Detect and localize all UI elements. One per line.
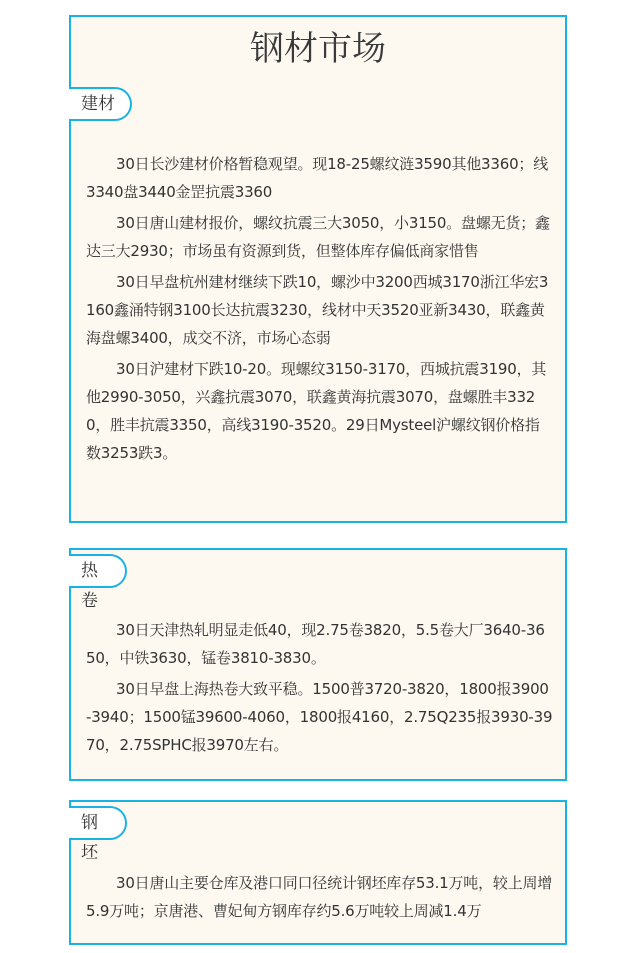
section-construction-steel (69, 15, 567, 523)
section-hot-rolled-coil (69, 548, 567, 781)
section-steel-billet (69, 800, 567, 945)
section-tab-construction-steel: 建材 (69, 87, 132, 121)
section-body (86, 150, 553, 470)
paragraph: 30日唐山主要仓库及港口同口径统计钢坯库存53.1万吨，较上周增5.9万吨；京唐港、曹妃甸方钢库存约5.6万吨较上周减1.4万 (86, 874, 553, 920)
paragraph: 30日唐山建材报价，螺纹抗震三大3050，小3150。盘螺无货；鑫达三大2930；市场虽有资源到货，但整体库存偏低商家惜售 (86, 214, 550, 260)
section-body (86, 616, 553, 762)
paragraph: 30日天津热轧明显走低40，现2.75卷3820，5.5卷大厂3640-3650，中铁3630，锰卷3810-3830。 (86, 621, 545, 667)
section-body (86, 869, 553, 928)
section-tab-steel-billet: 钢坯 (69, 806, 127, 840)
paragraph: 30日沪建材下跌10-20。现螺纹3150-3170，西城抗震3190，其他2990-3050，兴鑫抗震3070，联鑫黄海抗震3070，盘螺胜丰3320，胜丰抗震3350，高线3190-3520。29日Mysteel沪螺纹钢价格指数3253跌3。 (86, 360, 547, 462)
paragraph: 30日长沙建材价格暂稳观望。现18-25螺纹涟3590其他3360；线3340盘3440金罡抗震3360 (86, 155, 549, 201)
section-tab-hot-rolled-coil: 热卷 (69, 554, 127, 588)
page-title: 钢材市场 (250, 29, 386, 69)
paragraph: 30日早盘上海热卷大致平稳。1500普3720-3820，1800报3900-3940；1500锰39600-4060，1800报4160，2.75Q235报3930-3970，2.75SPHC报3970左右。 (86, 680, 553, 754)
paragraph: 30日早盘杭州建材继续下跌10，螺沙中3200西城3170浙江华宏3160鑫涌特钢3100长达抗震3230，线材中天3520亚新3430，联鑫黄海盘螺3400，成交不济，市场心态弱 (86, 273, 549, 347)
